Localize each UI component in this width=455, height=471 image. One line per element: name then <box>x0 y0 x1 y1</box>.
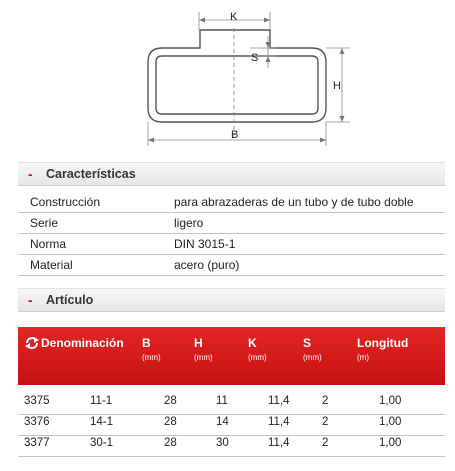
column-header-length[interactable]: Longitud <box>357 336 409 350</box>
row-k: 11,4 <box>268 395 290 407</box>
refresh-icon[interactable] <box>24 336 40 350</box>
row-h: 11 <box>216 395 228 407</box>
row-s: 2 <box>322 395 329 407</box>
spec-row-construction <box>18 192 445 213</box>
row-length: 1,00 <box>379 437 402 449</box>
table-row[interactable] <box>18 394 445 415</box>
column-unit-h: (mm) <box>194 353 213 362</box>
spec-value: DIN 3015-1 <box>174 237 236 251</box>
dimension-label-s: S <box>251 52 259 64</box>
spec-key: Material <box>30 258 73 272</box>
row-name: 14-1 <box>90 416 114 428</box>
article-table-body <box>18 394 445 457</box>
column-header-h[interactable]: H <box>194 336 203 350</box>
collapse-toggle[interactable]: - <box>28 292 33 308</box>
article-table-header <box>18 327 445 385</box>
row-k: 11,4 <box>268 416 290 428</box>
row-k: 11,4 <box>268 437 290 449</box>
spec-key: Norma <box>30 237 67 251</box>
row-b: 28 <box>164 437 177 449</box>
characteristics-title: Características <box>46 167 136 181</box>
row-code: 3375 <box>24 395 50 407</box>
collapse-toggle[interactable]: - <box>28 166 33 182</box>
spec-value: ligero <box>174 216 204 230</box>
row-s: 2 <box>322 437 329 449</box>
dimension-label-k: K <box>230 11 238 23</box>
spec-value: para abrazaderas de un tubo y de tubo doble <box>174 195 414 209</box>
row-length: 1,00 <box>379 395 402 407</box>
column-unit-s: (mm) <box>303 353 322 362</box>
spec-key: Serie <box>30 216 59 230</box>
spec-row-standard <box>18 234 445 255</box>
spec-value: acero (puro) <box>174 258 240 272</box>
profile-drawing <box>0 0 455 152</box>
column-header-s[interactable]: S <box>303 336 312 350</box>
dimension-label-b: B <box>231 129 239 141</box>
column-unit-k: (mm) <box>248 353 267 362</box>
row-code: 3377 <box>24 437 50 449</box>
table-row[interactable] <box>18 415 445 436</box>
article-header[interactable] <box>18 288 445 312</box>
row-b: 28 <box>164 395 177 407</box>
row-name: 11-1 <box>90 395 113 407</box>
row-s: 2 <box>322 416 329 428</box>
table-row[interactable] <box>18 436 445 457</box>
dimension-label-h: H <box>333 80 341 92</box>
article-title: Artículo <box>46 293 94 307</box>
spec-row-series <box>18 213 445 234</box>
column-unit-length: (m) <box>357 353 369 362</box>
row-name: 30-1 <box>90 437 114 449</box>
column-header-denomination[interactable]: Denominación <box>41 336 124 350</box>
characteristics-list <box>18 192 445 276</box>
row-h: 30 <box>216 437 229 449</box>
row-code: 3376 <box>24 416 50 428</box>
column-unit-b: (mm) <box>142 353 161 362</box>
row-length: 1,00 <box>379 416 402 428</box>
column-header-b[interactable]: B <box>142 336 151 350</box>
spec-key: Construcción <box>30 195 101 209</box>
row-h: 14 <box>216 416 229 428</box>
characteristics-header[interactable] <box>18 162 445 186</box>
row-b: 28 <box>164 416 177 428</box>
spec-row-material <box>18 255 445 276</box>
column-header-k[interactable]: K <box>248 336 257 350</box>
